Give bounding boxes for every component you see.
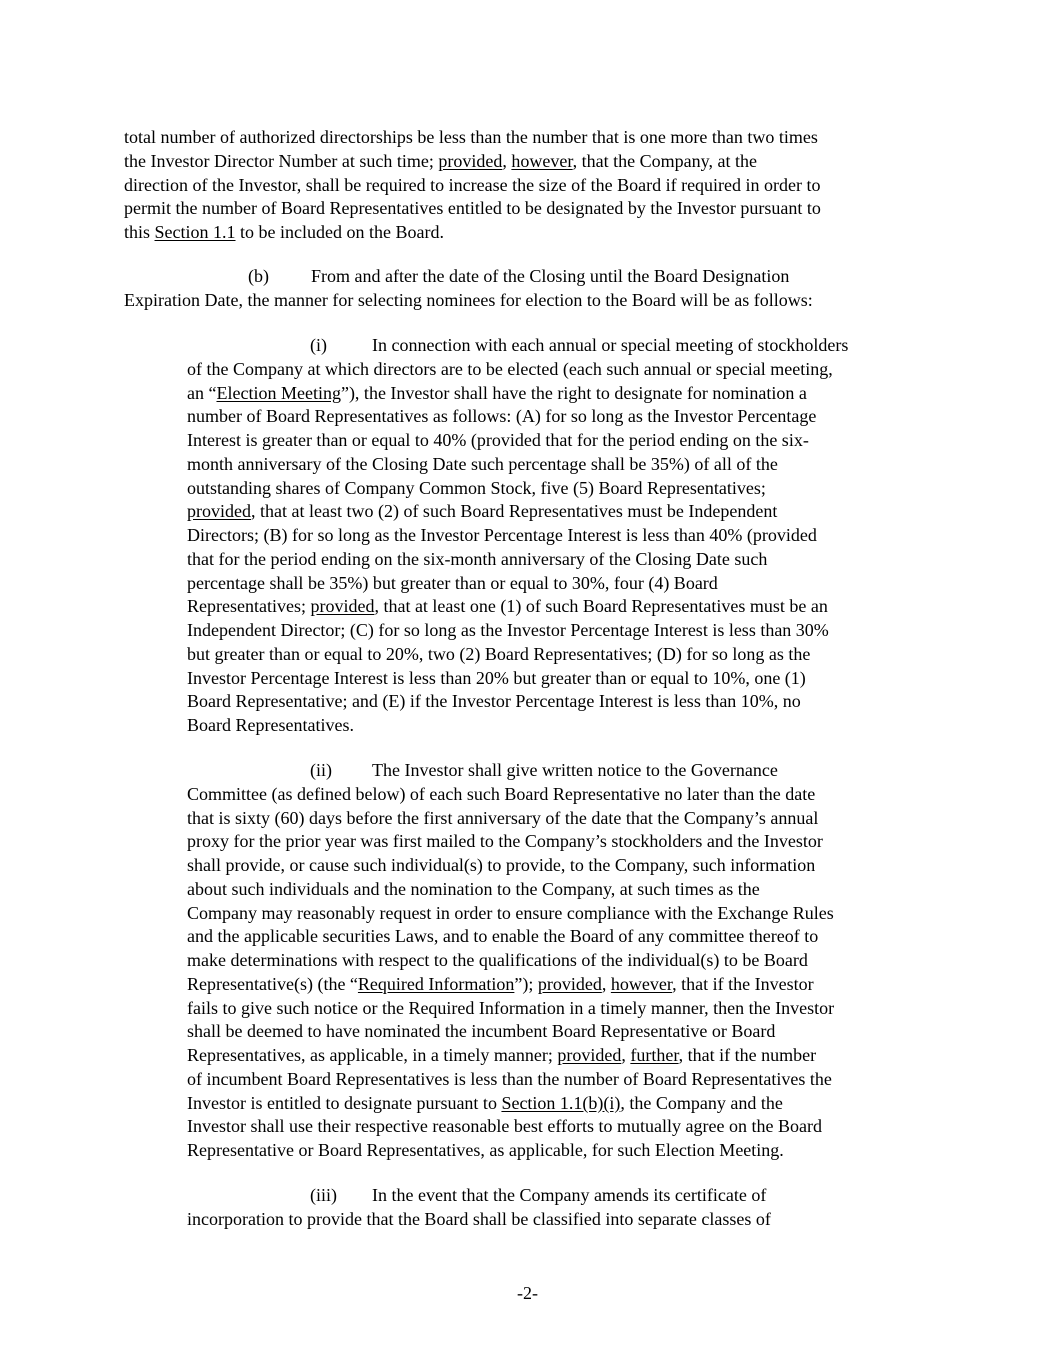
text-run: Company may reasonably request in order to ensure compliance with the Exchange Rules [187, 902, 834, 923]
text-run: , that the Company, at the [572, 150, 757, 171]
underlined-term: further [630, 1045, 679, 1065]
text-line [187, 1068, 832, 1090]
text-run: month anniversary of the Closing Date such percentage shall be 35%) of all of the [187, 453, 778, 474]
underlined-term: Required Information [357, 973, 515, 994]
text-line [187, 429, 809, 451]
text-run: Interest is greater than or equal to 40% (provided that for the period ending on the six- [187, 430, 809, 450]
text-run: make determinations with respect to the qualifications of the individual(s) to be Board [187, 950, 808, 970]
text-run: number of Board Representatives as follows: (A) for so long as the Investor Percentage [187, 406, 817, 427]
text-run: , [601, 973, 611, 994]
section-label: (b) [248, 266, 269, 286]
text-line [187, 714, 354, 736]
underlined-term: provided [438, 150, 503, 171]
text-run: Representatives, as applicable, in a timely manner; [187, 1045, 558, 1065]
text-run: incorporation to provide that the Board shall be classified into separate classes of [187, 1208, 771, 1229]
text-line [187, 619, 829, 641]
text-line [187, 830, 823, 852]
text-line [187, 997, 834, 1019]
text-run: , [621, 1045, 631, 1065]
text-run: the Investor Director Number at such time; [124, 150, 439, 171]
text-run: Representatives; [187, 596, 311, 617]
underlined-term: however [511, 150, 573, 171]
text-run: Investor shall use their respective reasonable best efforts to mutually agree on the Board [187, 1116, 822, 1137]
page-number: -2- [517, 1283, 538, 1303]
text-line [187, 548, 767, 570]
text-run: , [502, 150, 512, 171]
underlined-term: provided [310, 596, 375, 617]
text-run: From and after the date of the Closing until the Board Designation [311, 266, 790, 286]
text-run: Investor Percentage Interest is less than 20% but greater than or equal to 10%, one (1) [187, 667, 806, 688]
text-run: an “ [187, 382, 217, 403]
text-run: , that at least one (1) of such Board Representatives must be an [374, 596, 828, 617]
text-line [124, 174, 821, 196]
text-line [187, 1092, 783, 1114]
text-run: direction of the Investor, shall be required to increase the size of the Board if required in order to [124, 174, 821, 195]
text-line [124, 126, 818, 148]
text-line [187, 405, 816, 427]
text-run: shall provide, or cause such individual(s) to provide, to the Company, such information [187, 855, 816, 875]
text-line [187, 1115, 822, 1137]
text-line [187, 500, 777, 522]
underlined-term: however [610, 973, 673, 994]
text-line [187, 453, 778, 475]
underlined-term: Section 1.1 [154, 222, 236, 242]
text-line [187, 643, 810, 665]
text-run: and the applicable securities Laws, and to enable the Board of any committee thereof to [187, 926, 819, 947]
text-line [187, 1044, 816, 1066]
text-run: percentage shall be 35%) but greater than or equal to 30%, four (4) Board [187, 572, 718, 593]
text-line [187, 949, 808, 971]
text-run: ”), the Investor shall have the right to designate for nomination a [340, 382, 807, 403]
underlined-term: provided [557, 1045, 622, 1065]
underlined-term: Section 1.1(b)(i) [501, 1092, 621, 1113]
text-run: Independent Director; (C) for so long as the Investor Percentage Interest is less than 30% [187, 620, 829, 640]
text-line [187, 878, 760, 900]
text-line [187, 854, 815, 876]
text-run: that for the period ending on the six-month anniversary of the Closing Date such [187, 548, 768, 569]
text-line [187, 973, 814, 995]
underlined-term: provided [187, 501, 251, 522]
text-run: , the Company and the [620, 1092, 783, 1113]
text-line [187, 902, 834, 924]
text-run: Investor is entitled to designate pursuant to [187, 1092, 502, 1113]
text-run: Board Representative; and (E) if the Investor Percentage Interest is less than 10%, no [187, 691, 801, 712]
text-run: of the Company at which directors are to be elected (each such annual or special meeting, [187, 358, 833, 379]
text-line [187, 572, 718, 594]
text-run: to be included on the Board. [235, 222, 444, 242]
text-run: The Investor shall give written notice to the Governance [372, 760, 778, 780]
text-run: Directors; (B) for so long as the Investor Percentage Interest is less than 40% (provided [187, 525, 817, 545]
text-run: about such individuals and the nomination to the Company, at such times as the [187, 878, 760, 899]
text-run: Expiration Date, the manner for selecting nominees for election to the Board will be as follows: [124, 289, 813, 310]
text-line [124, 289, 813, 311]
text-line [187, 358, 833, 380]
text-line [124, 197, 821, 219]
text-run: of incumbent Board Representatives is less than the number of Board Representatives the [187, 1068, 832, 1089]
section-label: (ii) [310, 760, 332, 780]
text-line [187, 1208, 771, 1230]
text-run: permit the number of Board Representatives entitled to be designated by the Investor pursuant to [124, 198, 821, 219]
text-line [187, 595, 828, 617]
text-run: Representative or Board Representatives, as applicable, for such Election Meeting. [187, 1140, 784, 1160]
text-line [187, 690, 801, 712]
text-run: outstanding shares of Company Common Stock, five (5) Board Representatives; [187, 477, 766, 498]
text-line [187, 1139, 784, 1161]
text-run: Representative(s) (the “ [187, 973, 358, 994]
text-run: , that if the Investor [672, 973, 814, 994]
text-run: that is sixty (60) days before the first anniversary of the date that the Company’s annual [187, 807, 819, 828]
text-run: this [124, 222, 155, 242]
section-label: (iii) [310, 1185, 337, 1205]
underlined-term: Election Meeting [216, 382, 341, 403]
text-line [187, 925, 818, 947]
underlined-term: provided [537, 973, 602, 994]
text-run: fails to give such notice or the Required Information in a timely manner, then the Investor [187, 997, 835, 1018]
text-run: Committee (as defined below) of each such Board Representative no later than the date [187, 783, 816, 804]
text-line [124, 221, 444, 243]
text-run: In connection with each annual or special meeting of stockholders [372, 335, 849, 355]
text-run: total number of authorized directorships be less than the number that is one more than two times [124, 127, 818, 147]
text-run: In the event that the Company amends its certificate of [372, 1185, 767, 1205]
text-run: but greater than or equal to 20%, two (2) Board Representatives; (D) for so long as the [187, 643, 811, 664]
text-run: ”); [514, 973, 538, 994]
text-line [187, 382, 807, 404]
section-label: (i) [310, 335, 327, 355]
text-line [187, 477, 766, 499]
text-line [124, 150, 757, 172]
text-run: proxy for the prior year was first mailed to the Company’s stockholders and the Investor [187, 831, 823, 852]
text-line [187, 524, 817, 546]
text-line [187, 1020, 775, 1042]
text-run: , that at least two (2) of such Board Representatives must be Independent [250, 501, 778, 522]
text-line [187, 783, 815, 805]
text-run: Board Representatives. [187, 715, 354, 735]
text-line [187, 807, 818, 829]
text-run: shall be deemed to have nominated the incumbent Board Representative or Board [187, 1021, 776, 1042]
text-run: , that if the number [678, 1045, 817, 1065]
text-line [187, 667, 806, 689]
